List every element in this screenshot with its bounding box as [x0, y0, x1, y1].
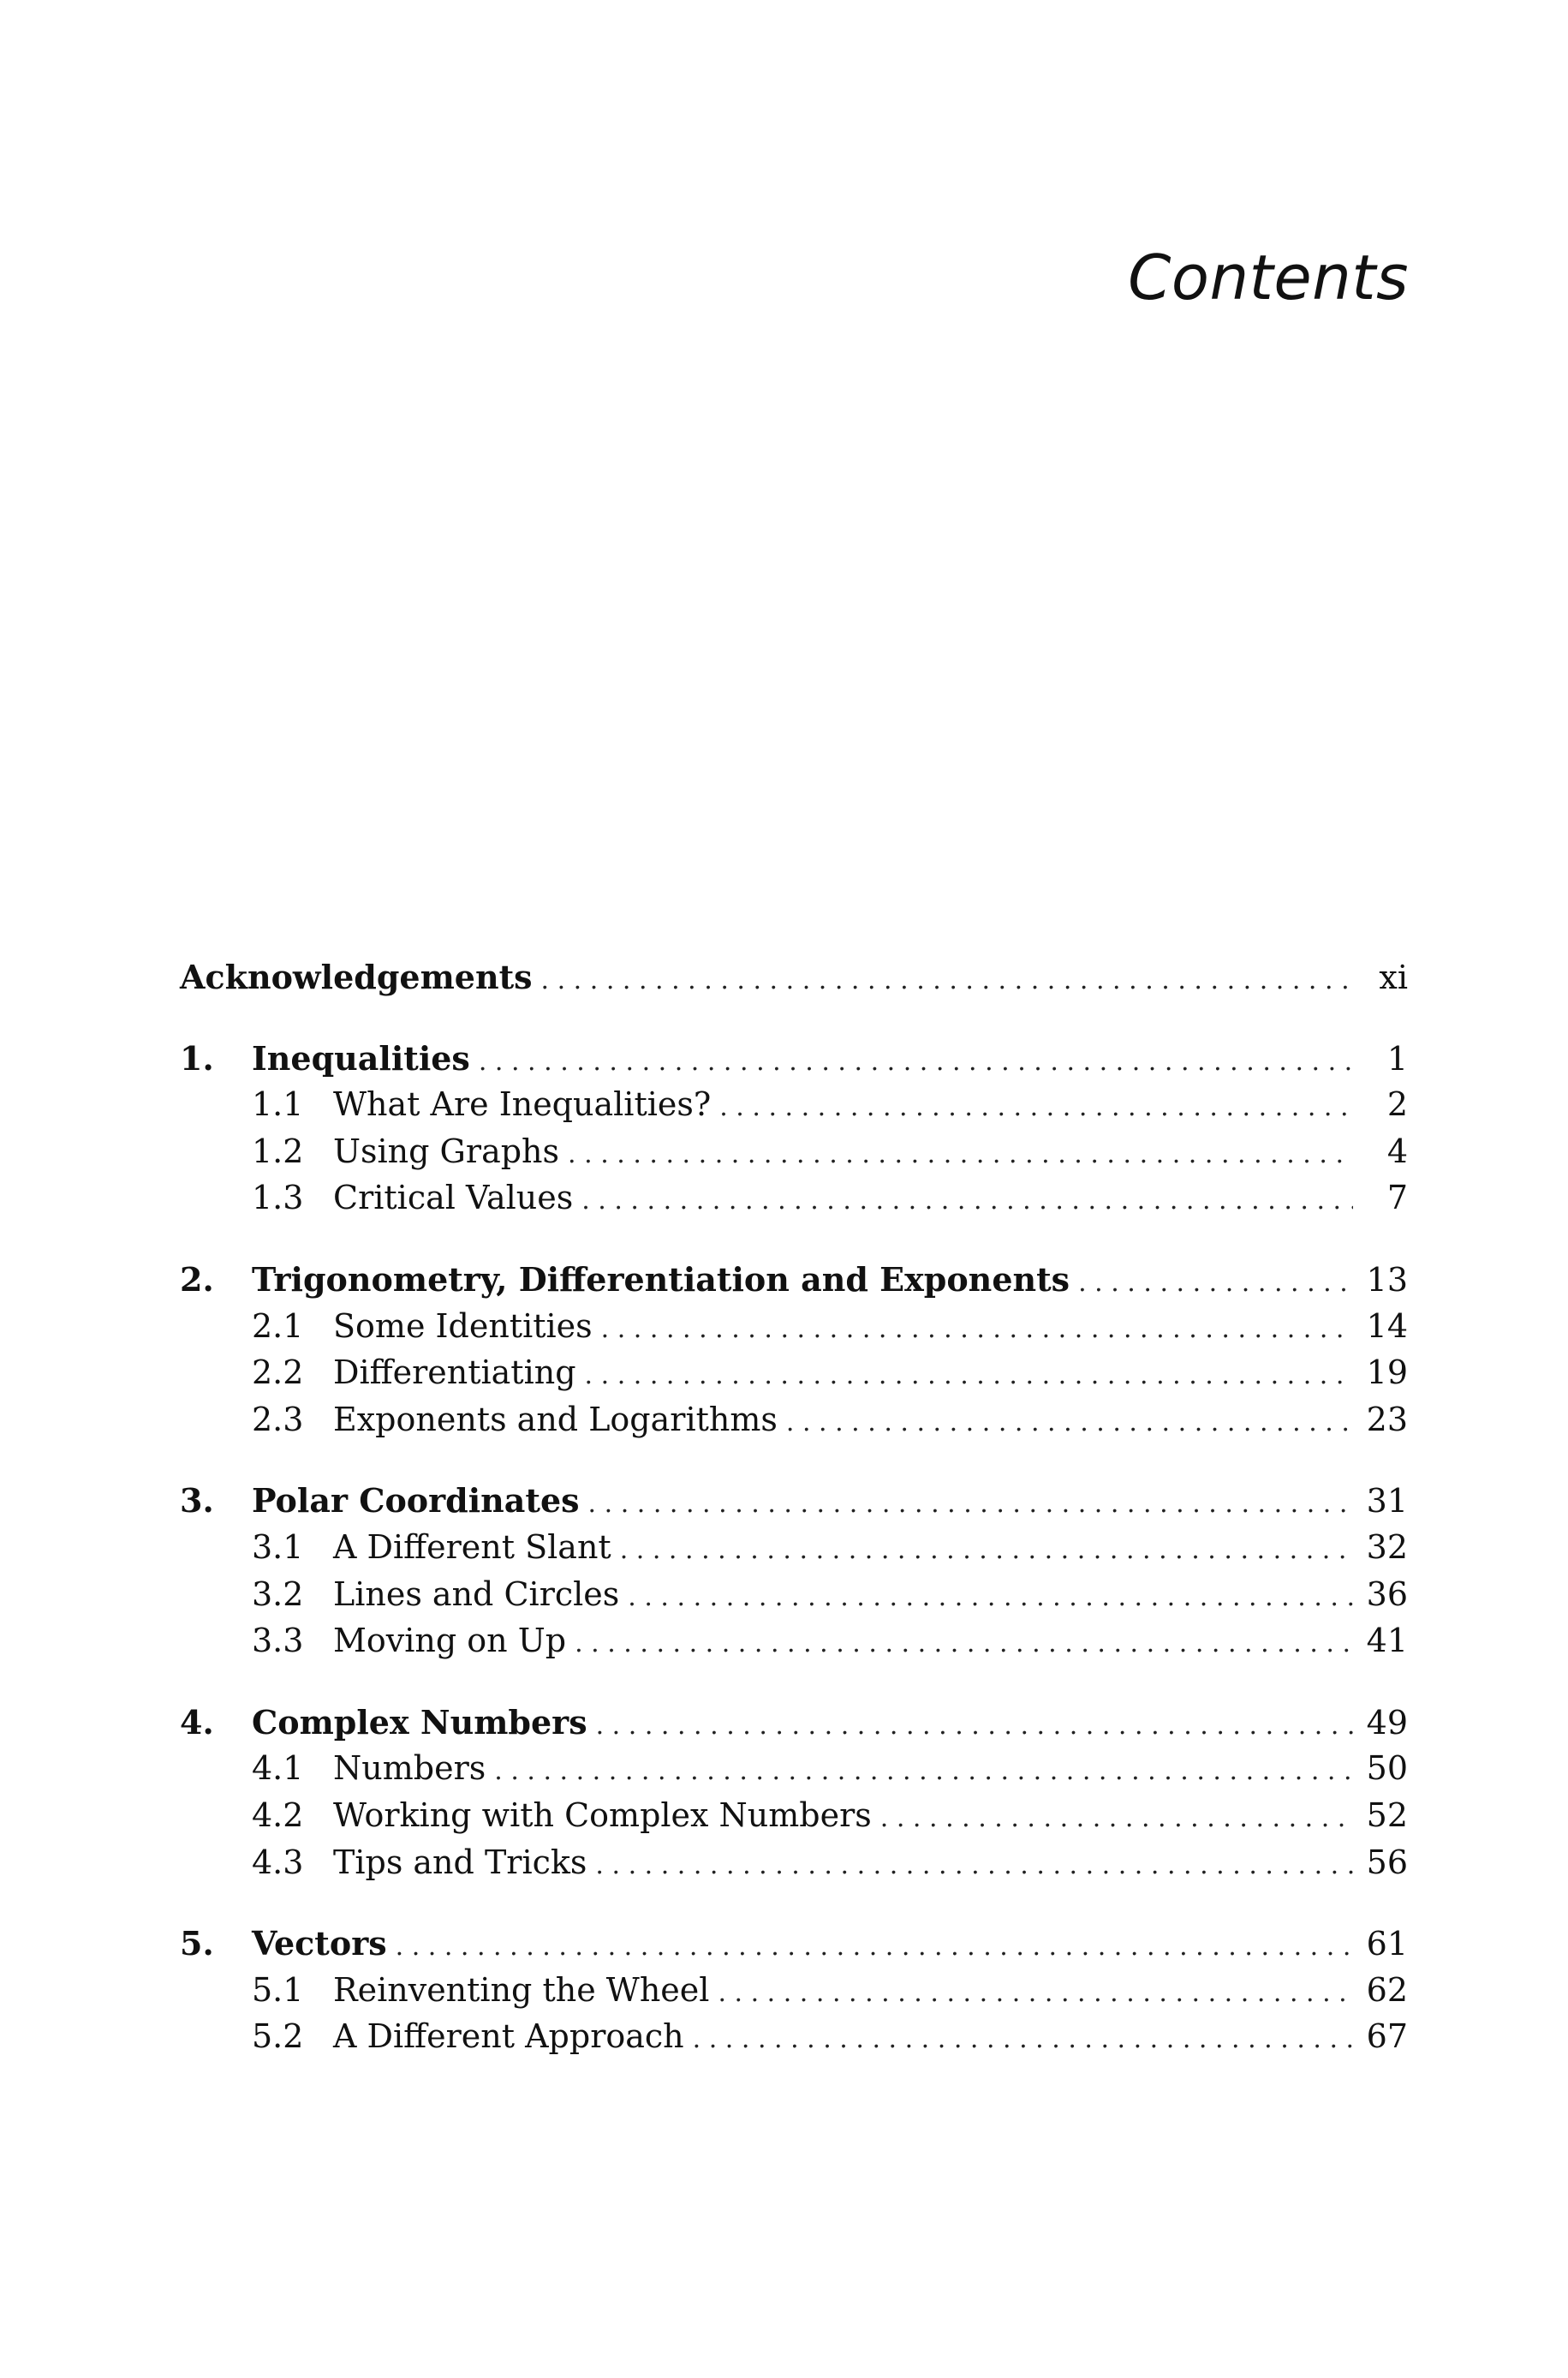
toc-leader-dots	[628, 1575, 1353, 1613]
toc-chapter-block	[180, 1039, 1408, 1226]
toc-chapter-block	[180, 1703, 1408, 1890]
section-number: 3.2	[252, 1574, 304, 1613]
toc-section-entry[interactable]	[180, 1971, 1408, 2018]
section-number: 3.1	[252, 1527, 304, 1566]
toc-leader-dots	[620, 1528, 1353, 1566]
toc-section-entry[interactable]	[180, 1749, 1408, 1796]
toc-leader-dots	[479, 1040, 1353, 1078]
toc-section-entry[interactable]	[180, 1622, 1408, 1669]
section-title: Using Graphs	[333, 1132, 560, 1170]
toc-leader-dots	[601, 1307, 1353, 1345]
toc-section-entry[interactable]	[180, 1307, 1408, 1354]
toc-page-number: 61	[1366, 1925, 1408, 1963]
section-title: Critical Values	[333, 1179, 574, 1217]
toc-page-number: 13	[1366, 1260, 1408, 1299]
toc-chapter-block	[180, 1924, 1408, 2064]
toc-leader-dots	[718, 1971, 1353, 2009]
chapter-title: Polar Coordinates	[252, 1481, 580, 1521]
toc-page-number: 1	[1386, 1039, 1408, 1078]
section-title: Exponents and Logarithms	[333, 1400, 778, 1438]
toc-page-number: 32	[1366, 1527, 1408, 1566]
section-number: 2.2	[252, 1353, 304, 1392]
toc-leader-dots	[585, 1353, 1353, 1391]
toc-leader-dots	[494, 1749, 1353, 1787]
chapter-number: 3.	[180, 1481, 214, 1521]
chapter-number: 4.	[180, 1702, 214, 1742]
section-number: 5.1	[252, 1970, 304, 2009]
section-title: A Different Slant	[333, 1527, 611, 1566]
toc-page-number: 52	[1366, 1795, 1408, 1834]
toc-section-entry[interactable]	[180, 1575, 1408, 1622]
toc-chapter-entry[interactable]	[180, 1924, 1408, 1971]
toc-section-entry[interactable]	[180, 2017, 1408, 2064]
section-number: 2.3	[252, 1400, 304, 1438]
chapter-title: Complex Numbers	[252, 1702, 587, 1742]
toc-page-number: 2	[1386, 1085, 1408, 1124]
toc-page-number: 4	[1386, 1132, 1408, 1170]
toc-section-entry[interactable]	[180, 1085, 1408, 1132]
toc-leader-dots	[541, 959, 1353, 996]
toc-section-entry[interactable]	[180, 1353, 1408, 1401]
toc-section-entry[interactable]	[180, 1843, 1408, 1891]
toc-entry-acknowledgements[interactable]	[180, 958, 1408, 1005]
chapter-title: Vectors	[252, 1924, 387, 1963]
toc-leader-dots	[719, 1085, 1353, 1123]
toc-section-entry[interactable]	[180, 1401, 1408, 1448]
toc-page-number: 19	[1366, 1353, 1408, 1392]
chapter-title: Trigonometry, Differentiation and Exponents	[252, 1259, 1070, 1299]
toc-leader-dots	[693, 2017, 1353, 2055]
section-title: Working with Complex Numbers	[333, 1795, 872, 1834]
toc-chapter-entry[interactable]	[180, 1703, 1408, 1750]
toc-page-number: 56	[1366, 1843, 1408, 1881]
toc-leader-dots	[880, 1796, 1353, 1834]
toc-leader-dots	[596, 1704, 1353, 1742]
toc-leader-dots	[595, 1843, 1353, 1881]
toc-page-number: 62	[1366, 1970, 1408, 2009]
section-number: 4.3	[252, 1843, 304, 1881]
toc-page-number: 41	[1366, 1622, 1408, 1660]
section-title: Some Identities	[333, 1306, 593, 1345]
toc-acknowledgements-block	[180, 958, 1408, 1005]
toc-section-entry[interactable]	[180, 1796, 1408, 1843]
table-of-contents	[180, 958, 1408, 2099]
section-title: Tips and Tricks	[333, 1843, 587, 1881]
section-title: Numbers	[333, 1749, 486, 1788]
chapter-number: 5.	[180, 1924, 214, 1963]
toc-page-number: 49	[1366, 1703, 1408, 1742]
section-number: 2.1	[252, 1306, 304, 1345]
toc-section-entry[interactable]	[180, 1132, 1408, 1180]
toc-page-number: 31	[1366, 1482, 1408, 1521]
toc-page-number: 50	[1366, 1749, 1408, 1788]
section-number: 1.1	[252, 1085, 304, 1124]
toc-page-number: 7	[1386, 1179, 1408, 1217]
toc-page-number: 36	[1366, 1574, 1408, 1613]
section-title: A Different Approach	[333, 2017, 684, 2056]
toc-page-number: xi	[1379, 959, 1408, 996]
toc-leader-dots	[396, 1925, 1353, 1963]
toc-leader-dots	[786, 1401, 1353, 1438]
section-title: Moving on Up	[333, 1622, 567, 1660]
toc-chapter-block	[180, 1481, 1408, 1668]
toc-leader-dots	[568, 1132, 1353, 1170]
section-title: Differentiating	[333, 1353, 576, 1392]
toc-chapter-entry[interactable]	[180, 1260, 1408, 1307]
toc-chapter-entry[interactable]	[180, 1039, 1408, 1086]
section-number: 1.2	[252, 1132, 304, 1170]
section-number: 5.2	[252, 2017, 304, 2056]
toc-chapter-block	[180, 1260, 1408, 1447]
section-number: 4.1	[252, 1749, 304, 1788]
toc-leader-dots	[575, 1622, 1353, 1659]
page-title: Contents	[1128, 242, 1409, 314]
toc-leader-dots	[581, 1179, 1353, 1216]
toc-page-number: 67	[1366, 2017, 1408, 2056]
toc-leader-dots	[588, 1482, 1353, 1520]
section-title: Reinventing the Wheel	[333, 1970, 710, 2009]
toc-entry-title: Acknowledgements	[180, 958, 533, 996]
toc-chapter-entry[interactable]	[180, 1481, 1408, 1528]
chapter-number: 1.	[180, 1038, 214, 1078]
toc-section-entry[interactable]	[180, 1179, 1408, 1226]
chapter-title: Inequalities	[252, 1038, 470, 1078]
section-title: Lines and Circles	[333, 1574, 620, 1613]
toc-page-number: 23	[1366, 1400, 1408, 1438]
toc-leader-dots	[1078, 1261, 1353, 1299]
section-number: 3.3	[252, 1622, 304, 1660]
toc-section-entry[interactable]	[180, 1528, 1408, 1575]
section-title: What Are Inequalities?	[333, 1085, 712, 1124]
section-number: 4.2	[252, 1795, 304, 1834]
toc-page-number: 14	[1366, 1306, 1408, 1345]
chapter-number: 2.	[180, 1259, 214, 1299]
section-number: 1.3	[252, 1179, 304, 1217]
